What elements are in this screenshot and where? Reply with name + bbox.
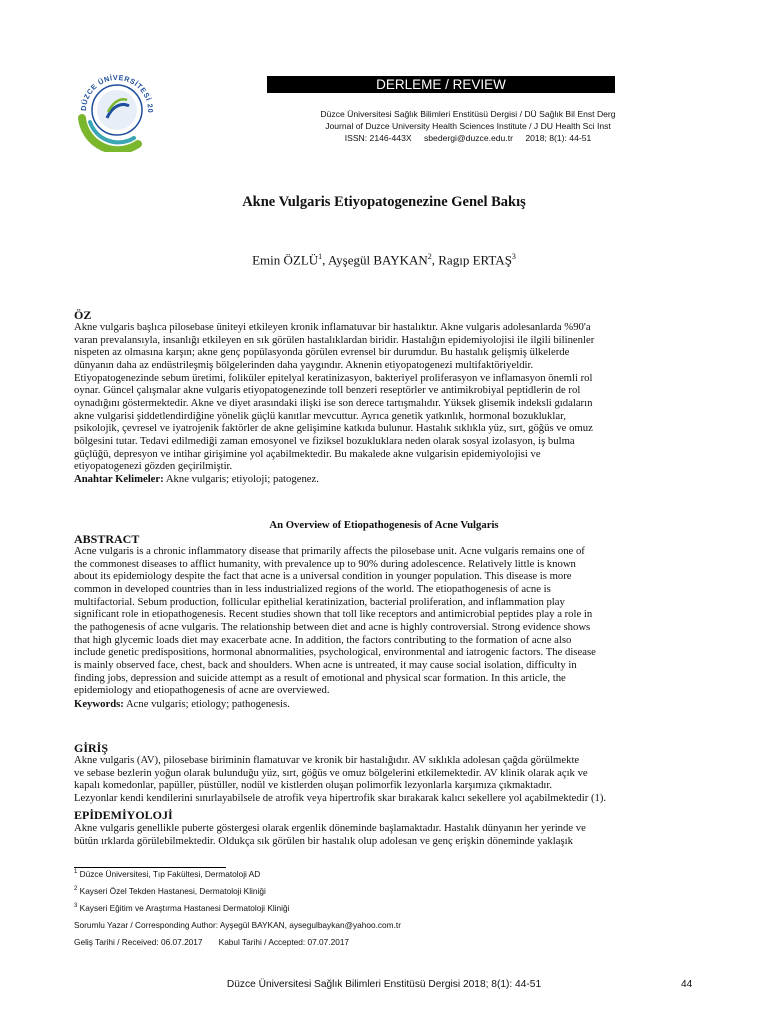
article-type-banner: DERLEME / REVIEW bbox=[267, 76, 615, 93]
abstract-heading: ABSTRACT bbox=[74, 532, 140, 546]
keywords-label: Anahtar Kelimeler: bbox=[74, 473, 164, 485]
journal-email[interactable]: sbedergi@duzce.edu.tr bbox=[423, 133, 513, 143]
paragraph-line: significant role in etiopathogenesis. Recent studies shown that toll like receptors and antimicrobial peptides play a role in bbox=[74, 608, 593, 621]
logo-text: DÜZCE ÜNİVERSİTESİ 20 bbox=[78, 72, 156, 114]
paragraph-line: akne vulgarisi şiddetlendirdiğine yönelik güçlü kanıtlar mevcuttur. Ayrıca genetik yatkınlık, hormonal bozukluklar, bbox=[74, 409, 566, 422]
paragraph-line: bölgesini tutar. Tedavi edilmediği zaman emosyonel ve fiziksel bozukluklara neden olarak sosyal izolasyon, iş bulma bbox=[74, 434, 575, 447]
paragraph-line: Etiyopatogenezinde sebum üretimi, foliküler epitelyal keratinizasyon, bakteriyel proliferasyon ve inflamasyon önemli rol bbox=[74, 371, 593, 384]
author-name: Ayşegül BAYKAN bbox=[327, 252, 428, 268]
issn: ISSN: 2146-443X bbox=[344, 133, 412, 143]
paragraph-line: Acne vulgaris is a chronic inflammatory disease that primarily affects the pilosebase unit. Acne vulgaris remains one of bbox=[74, 545, 585, 557]
paragraph-line: include genetic predispositions, hormonal abnormalities, psychological, environmental and iatrogenic factors. The disease bbox=[74, 646, 596, 659]
keywords-label: Keywords: bbox=[74, 698, 124, 710]
page-number: 44 bbox=[681, 979, 693, 990]
logo-emblem bbox=[74, 66, 160, 152]
paragraph-line: nispeten az olmasına karşın; akne genç popülasyonda görülen evrensel bir durumdur. Bu hastalık gelişmiş ülkelerde bbox=[74, 346, 570, 359]
oz-paragraph bbox=[74, 321, 695, 473]
paragraph-line: common in developed countries than in less industrialized regions of the world. The etiopathogenesis of acne is bbox=[74, 582, 551, 595]
abstract-paragraph bbox=[74, 545, 695, 697]
journal-name-en: Journal of Duzce University Health Sciences Institute / J DU Health Sci Inst bbox=[325, 121, 611, 131]
paragraph-line: dünyanın daha az endüstrileşmiş bölgelerinden daha yaygındır. Aknenin etiyopatogenezi multifaktöriyeldir. bbox=[74, 358, 534, 371]
author-separator: , bbox=[322, 252, 328, 268]
paragraph-line: Lezyonlar kendi kendilerini sınırlayabilsele de atrofik veya hipertrofik skar bırakarak kalıcı sekellere yol açabilmektedir (1). bbox=[74, 791, 607, 804]
page-footer: Düzce Üniversitesi Sağlık Bilimleri Enstitüsü Dergisi 2018; 8(1): 44-51 bbox=[226, 979, 542, 990]
footnote-text: Düzce Üniversitesi, Tıp Fakültesi, Dermatoloji AD bbox=[79, 869, 261, 879]
journal-name-tr: Düzce Üniversitesi Sağlık Bilimleri Enstitüsü Dergisi / DÜ Sağlık Bil Enst Derg bbox=[320, 109, 616, 119]
paragraph-line: güçlüğü, depresyon ve intihar girişimine yol açabilmektedir. Bu makalede akne vulgarisin epidemiyolojisi ve bbox=[74, 447, 541, 460]
giris-paragraph bbox=[74, 754, 695, 805]
paragraph-line: oynadığını göstermektedir. Akne ve diyet arasındaki ilişki ise son derece tartışmalıdır. Yüksek glisemik indeksli gıdaların bbox=[74, 396, 593, 409]
author-affiliation-mark: 2 bbox=[427, 252, 432, 261]
paragraph-line: varan prevalansıyla, insanlığı etkileyen en sık görülen hastalıklardan biridir. Hastalığın epidemiyolojisi ile ilgili bilinenler bbox=[74, 333, 595, 346]
paragraph-line: epidemiology and etiopathogenesis of acne are overviewed. bbox=[74, 684, 330, 697]
paragraph-line: finding jobs, depression and suicide attempt as a result of emotional and physical scar formation. In this article, the bbox=[74, 671, 566, 684]
footnote-text: Kayseri Özel Tekden Hastanesi, Dermatoloji Kliniği bbox=[79, 886, 266, 896]
footnote-affiliation-3: $^3$ Kayseri Eğitim ve Araştırma Hastanesi Dermatoloji Kliniği bbox=[74, 903, 290, 913]
paragraph-line: bütün ırklarda görülebilmektedir. Oldukça sık görülen bir hastalık olup adolesan ve genç erişkin döneminde yaklaşık bbox=[74, 834, 573, 847]
footnote-affiliation-1: $^1$ Düzce Üniversitesi, Tıp Fakültesi, Dermatoloji AD bbox=[74, 869, 261, 879]
paragraph-line: the pathogenesis of acne vulgaris. The relationship between diet and acne is highly controversial. Strong evidence shows bbox=[74, 620, 591, 633]
paragraph-line: the commonest diseases to afflict humanity, with prevalence up to 90% during adolescence. Relatively little is known bbox=[74, 557, 576, 570]
journal-issn-line bbox=[268, 132, 668, 144]
author-affiliation-mark: 1 bbox=[318, 252, 323, 261]
paragraph-line: multifactorial. Sebum production, follicular epithelial keratinization, bacterial proliferation, and inflammation play bbox=[74, 595, 565, 608]
footnote-dates: Geliş Tarihi / Received: 06.07.2017 Kabul Tarihi / Accepted: 07.07.2017 bbox=[74, 937, 350, 947]
author-list bbox=[0, 252, 768, 268]
paragraph-line: Akne vulgaris (AV), pilosebase biriminin flamatuvar ve kronik bir hastalığıdır. AV sıklıkla adolesan çağda görülmekte bbox=[74, 754, 580, 766]
giris-heading: GİRİŞ bbox=[74, 741, 109, 755]
english-title: An Overview of Etiopathogenesis of Acne Vulgaris bbox=[269, 519, 499, 531]
epidemiyoloji-paragraph bbox=[74, 822, 695, 847]
paragraph-line: Akne vulgaris genellikle puberte göstergesi olarak ergenlik döneminde başlamaktadır. Hastalık dünyanın her yerinde ve bbox=[74, 822, 586, 834]
epidemiyoloji-heading: EPİDEMİYOLOJİ bbox=[74, 808, 173, 822]
footnote-divider bbox=[74, 867, 226, 868]
paragraph-line: oynar. Güncel çalışmalar akne vulgaris etiyopatogenezinde toll benzeri reseptörler ve antimikrobiyal peptidlerin de rol bbox=[74, 384, 581, 397]
author-affiliation-mark: 3 bbox=[511, 252, 516, 261]
author-name: Ragıp ERTAŞ bbox=[438, 252, 512, 268]
article-title: Akne Vulgaris Etiyopatogenezine Genel Bakış bbox=[242, 194, 526, 210]
paragraph-line: psikolojik, çevresel ve iyatrojenik faktörler de akne gelişimine katkıda bulunur. Hastalık sıklıkla yüz, sırt, göğüs ve omuz bbox=[74, 422, 593, 435]
paragraph-line: etiyopatogenezi gözden geçirilmiştir. bbox=[74, 460, 233, 473]
university-logo bbox=[74, 66, 160, 152]
paragraph-line: Akne vulgaris başlıca pilosebase üniteyi etkileyen kronik inflamatuvar bir hastalıktır. Akne vulgaris adolesanlarda %90'a bbox=[74, 321, 591, 333]
paragraph-line: is mainly observed face, chest, back and shoulders. When acne is untreated, it may cause social isolation, difficulty in bbox=[74, 658, 577, 671]
keywords-text: Acne vulgaris; etiology; pathogenesis. bbox=[123, 698, 290, 710]
abstract-keywords bbox=[74, 698, 290, 710]
journal-info bbox=[268, 108, 668, 144]
footnote-text: Kayseri Eğitim ve Araştırma Hastanesi Dermatoloji Kliniği bbox=[79, 903, 290, 913]
oz-heading: ÖZ bbox=[74, 308, 92, 322]
paragraph-line: ve sebase bezlerin yoğun olarak bulunduğu yüz, sırt, göğüs ve omuz bölgelerini etkilemektedir. AV klinik olarak açık ve bbox=[74, 766, 588, 779]
paragraph-line: about its epidemiology despite the fact that acne is a universal condition in younger population. This disease is more bbox=[74, 570, 572, 583]
footnote-affiliation-2: $^2$ Kayseri Özel Tekden Hastanesi, Dermatoloji Kliniği bbox=[74, 886, 266, 896]
keywords-text: Akne vulgaris; etiyoloji; patogenez. bbox=[163, 473, 319, 485]
author-name: Emin ÖZLÜ bbox=[252, 252, 319, 268]
journal-volume: 2018; 8(1): 44-51 bbox=[525, 133, 592, 143]
paragraph-line: kapalı komedonlar, papüller, püstüller, nodül ve kistlerden oluşan polimorfik lezyonlarla karşımıza çıkmaktadır. bbox=[74, 779, 553, 792]
footnote-corresponding-author: Sorumlu Yazar / Corresponding Author: Ayşegül BAYKAN, aysegulbaykan@yahoo.com.tr bbox=[74, 920, 401, 930]
paragraph-line: that high glycemic loads diet may exacerbate acne. In addition, the factors contributing to the formation of acne also bbox=[74, 633, 572, 646]
oz-keywords bbox=[74, 473, 319, 485]
author-separator: , bbox=[431, 252, 439, 268]
